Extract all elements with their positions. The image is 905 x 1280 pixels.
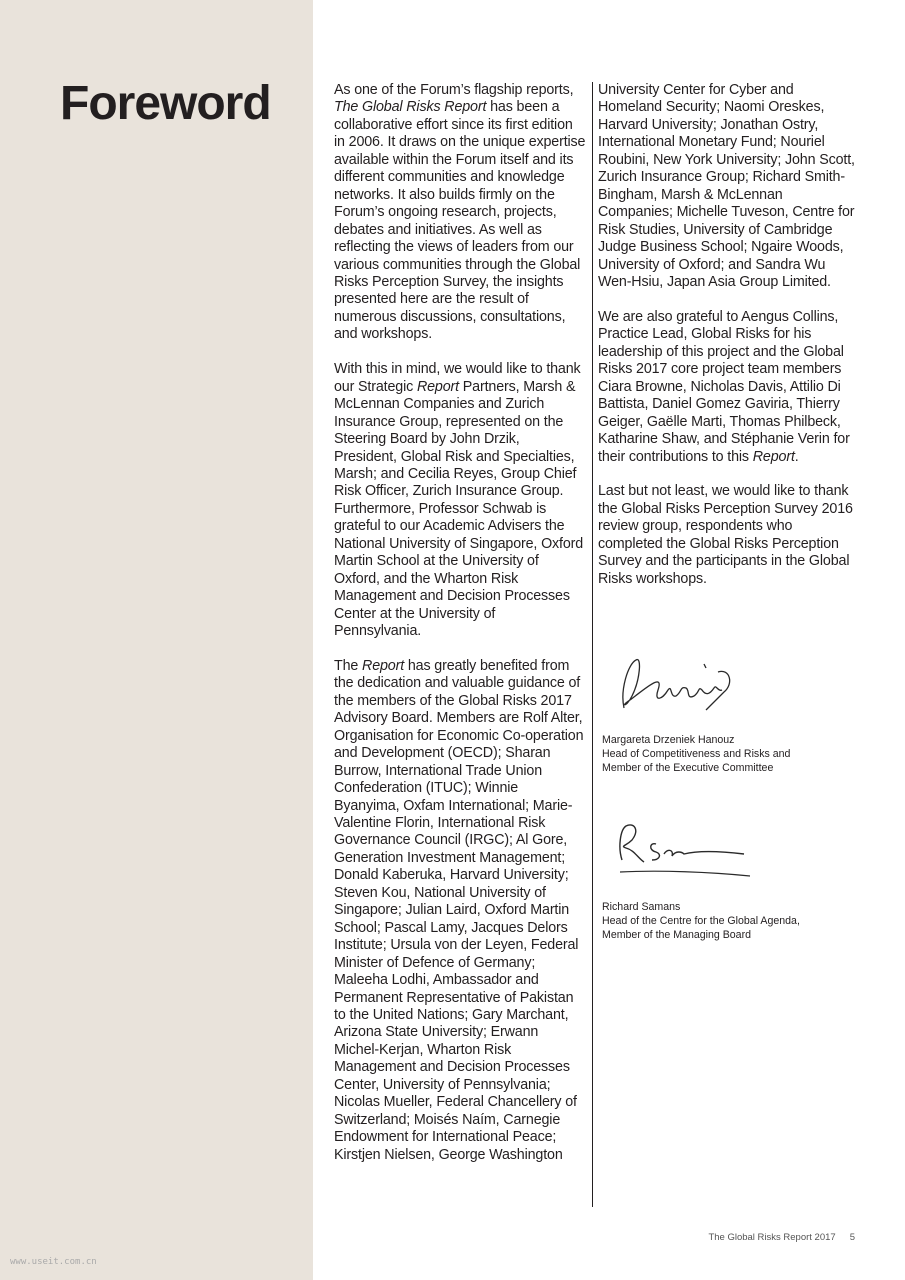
- paragraph-text: We are also grateful to Aengus Collins, Practice Lead, Global Risks for his leadership of this project and the Global Risks 2017 core project team members Ciara Browne, Nicholas Davis, Attilio Di Battista, Daniel Gomez Gaviria, Thierry Geiger, Gaëlle Marti, Thomas Philbeck, Katharine Shaw, and Stéphanie Verin for their contributions to this: [598, 308, 850, 465]
- paragraph-text: The: [334, 657, 363, 674]
- signature-samans: [600, 820, 760, 885]
- paragraph-text: With this in mind, we would like to thank our Strategic: [334, 361, 581, 395]
- paragraph: University Center for Cyber and Homeland Security; Naomi Oreskes, Harvard University; Jonathan Ostry, International Monetary Fund; Nouriel Roubini, New York University; John Scott, Zurich Insurance Group; Richard Smith-Bingham, Marsh & McLennan Companies; Michelle Tuveson, Centre for Risk Studies, University of Cambridge Judge Business School; Ngaire Woods, University of Oxford; and Sandra Wu Wen-Hsiu, Japan Asia Group Limited.: [598, 82, 855, 290]
- signatory-name: Richard Samans: [602, 901, 681, 913]
- paragraph-text: Partners, Marsh & McLennan Companies and Zurich Insurance Group, represented on the Steering Board by John Drzik, President, Global Risk and Specialties, Marsh; and Cecilia Reyes, Group Chief Risk Officer, Zurich Insurance Group. Furthermore, Professor Schwab is grateful to our Academic Advisers the National University of Singapore, Oxford Martin School at the University of Oxford, and the Wharton Risk Management and Decision Processes Center at the University of Pennsylvania.: [334, 378, 584, 640]
- report-title-italic: The Global Risks Report: [334, 99, 487, 116]
- signatory-title: Member of the Managing Board: [602, 929, 751, 941]
- column-divider: [592, 82, 593, 1207]
- signatory-name: Margareta Drzeniek Hanouz: [602, 734, 735, 746]
- paragraph: [334, 658, 586, 1164]
- report-italic: Report: [416, 378, 459, 395]
- signatory-title: Member of the Executive Committee: [602, 762, 774, 774]
- page-title: Foreword: [60, 77, 271, 130]
- footer-publication: The Global Risks Report 2017: [708, 1232, 836, 1243]
- paragraph: [598, 309, 860, 466]
- signatory-block: [602, 733, 790, 775]
- signature-hanouz: [606, 650, 766, 725]
- signatory-title: Head of the Centre for the Global Agenda,: [602, 915, 800, 927]
- paragraph: [334, 82, 586, 344]
- page-footer: [694, 1232, 855, 1243]
- paragraph-text: .: [794, 448, 799, 465]
- left-column: [334, 82, 586, 1182]
- paragraph: Last but not least, we would like to thank the Global Risks Perception Survey 2016 review group, respondents who completed the Global Risks Perception Survey and the participants in the Global Risks workshops.: [598, 483, 853, 587]
- paragraph: [334, 361, 586, 640]
- paragraph-text: As one of the Forum’s flagship reports,: [334, 82, 574, 98]
- signatory-title: Head of Competitiveness and Risks and: [602, 748, 791, 760]
- watermark: www.useit.com.cn: [10, 1257, 97, 1267]
- report-italic: Report: [752, 448, 795, 465]
- paragraph-text: has been a collaborative effort since its first edition in 2006. It draws on the unique expertise available within the Forum itself and its different communities and knowledge networks. It also builds firmly on the Forum’s ongoing research, projects, debates and initiatives. As well as reflecting the views of leaders from our various communities through the Global Risks Perception Survey, the insights presented here are the result of numerous discussions, consultations, and workshops.: [334, 99, 586, 343]
- page-number: 5: [849, 1232, 855, 1243]
- right-column: [598, 82, 860, 606]
- report-italic: Report: [362, 657, 405, 674]
- sidebar-panel: [0, 0, 313, 1280]
- paragraph-text: has greatly benefited from the dedication and valuable guidance of the members of the Global Risks 2017 Advisory Board. Members are Rolf Alter, Organisation for Economic Co-operation and Development (OECD); Sharan Burrow, International Trade Union Confederation (ITUC); Winnie Byanyima, Oxfam International; Marie-Valentine Florin, International Risk Governance Council (IRGC); Al Gore, Generation Investment Management; Donald Kaberuka, Harvard University; Steven Kou, National University of Singapore; Julian Laird, Oxford Martin School; Pascal Lamy, Jacques Delors Institute; Ursula von der Leyen, Federal Minister of Defence of Germany; Maleeha Lodhi, Ambassador and Permanent Representative of Pakistan to the United Nations; Gary Marchant, Arizona State University; Erwann Michel-Kerjan, Wharton Risk Management and Decision Processes Center, University of Pennsylvania; Nicolas Mueller, Federal Chancellery of Switzerland; Moisés Naím, Carnegie Endowment for International Peace; Kirstjen Nielsen, George Washington: [334, 657, 584, 1163]
- signatory-block: [602, 900, 800, 942]
